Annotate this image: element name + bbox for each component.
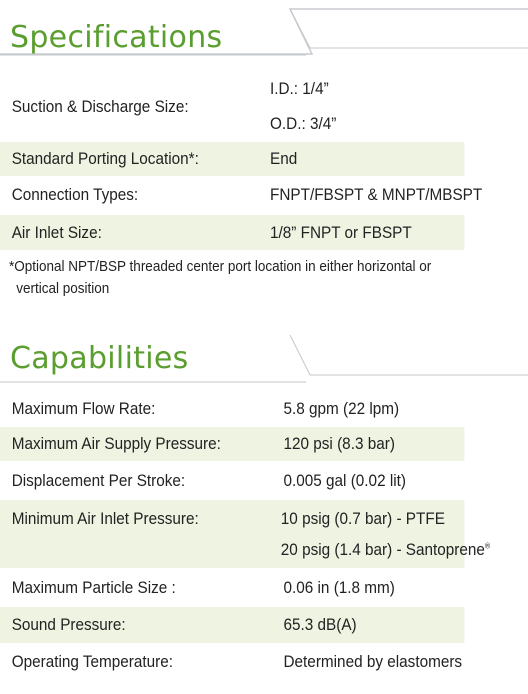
spec-label: Suction & Discharge Size: <box>11 97 189 116</box>
cap-value: 5.8 gpm (22 lpm) <box>283 399 400 418</box>
spec-row-porting-location <box>0 142 464 176</box>
spec-label: Air Inlet Size: <box>11 223 102 242</box>
specifications-title: Specifications <box>10 20 223 55</box>
cap-row-max-air-supply <box>0 427 464 461</box>
cap-value-ptfe: 10 psig (0.7 bar) - PTFE <box>280 509 445 528</box>
cap-value-santoprene <box>281 540 490 560</box>
cap-row-max-particle <box>0 570 464 606</box>
cap-label: Sound Pressure: <box>11 615 126 634</box>
spec-value: 1/8” FNPT or FBSPT <box>270 223 412 242</box>
spec-row-suction-discharge <box>0 76 464 140</box>
specifications-header <box>0 0 528 62</box>
cap-value: 0.06 in (1.8 mm) <box>283 578 395 597</box>
spec-value: End <box>270 149 298 168</box>
cap-label: Displacement Per Stroke: <box>11 471 186 490</box>
cap-label: Maximum Particle Size : <box>11 578 176 597</box>
registered-mark: ® <box>484 541 491 551</box>
cap-row-max-flow-rate <box>0 392 464 426</box>
spec-value-id: I.D.: 1/4” <box>270 79 329 98</box>
cap-row-min-air-inlet <box>0 500 491 568</box>
spec-label: Standard Porting Location*: <box>11 149 199 168</box>
cap-value: Determined by elastomers <box>283 652 463 671</box>
cap-row-operating-temp <box>0 644 464 680</box>
spec-label: Connection Types: <box>11 185 139 204</box>
capabilities-header <box>0 326 528 388</box>
spec-row-connection-types <box>0 177 483 213</box>
footnote-line-2: vertical position <box>16 280 110 297</box>
cap-value: 0.005 gal (0.02 lit) <box>283 471 406 490</box>
footnote-line-1: *Optional NPT/BSP threaded center port location in either horizontal or <box>9 258 432 275</box>
cap-row-displacement <box>0 463 464 499</box>
cap-label: Maximum Air Supply Pressure: <box>11 434 221 453</box>
spec-value: FNPT/FBSPT & MNPT/MBSPT <box>270 185 483 204</box>
cap-value: 120 psi (8.3 bar) <box>283 434 395 453</box>
cap-row-sound-pressure <box>0 607 464 643</box>
cap-value: 65.3 dB(A) <box>283 615 357 634</box>
cap-label: Maximum Flow Rate: <box>11 399 156 418</box>
spec-value-od: O.D.: 3/4” <box>270 114 337 133</box>
capabilities-title: Capabilities <box>10 341 189 376</box>
santoprene-text: 20 psig (1.4 bar) - Santoprene <box>280 540 485 559</box>
cap-label: Minimum Air Inlet Pressure: <box>11 509 199 528</box>
spec-row-air-inlet-size <box>0 215 464 250</box>
specifications-footnote <box>9 256 513 300</box>
cap-label: Operating Temperature: <box>11 652 174 671</box>
